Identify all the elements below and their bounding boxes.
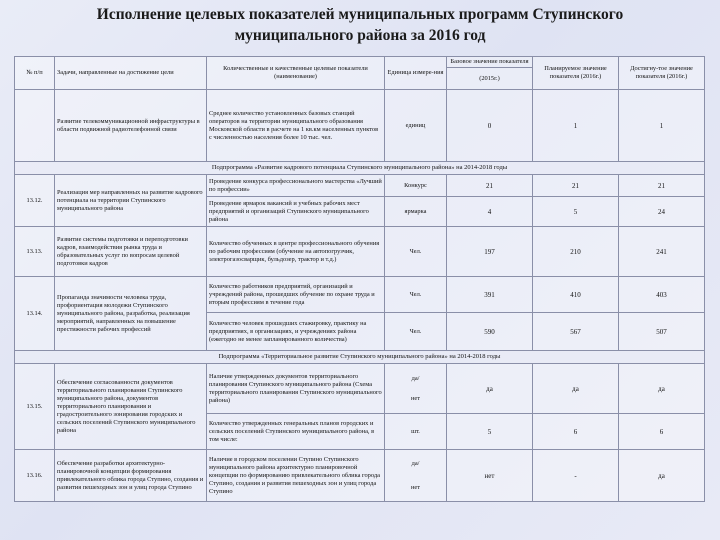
unit-no: нет xyxy=(410,394,421,402)
row-plan: 21 xyxy=(533,175,619,197)
row-num: 13.12. xyxy=(15,175,55,227)
row-task: Реализация мер направленных на развитие кадрового потенциала на территории Ступинского муниципального района xyxy=(55,175,207,227)
title-line-2: муниципального района за 2016 год xyxy=(234,27,486,44)
row-unit xyxy=(385,450,447,502)
unit-yes: да/ xyxy=(411,374,420,382)
header-plan: Планируемое значение показателя (2016г.) xyxy=(533,57,619,90)
row-base: нет xyxy=(447,450,533,502)
subprogram-title: Подпрограмма «Территориальное развитие Ступинского муниципального района» на 2014-2018 годы xyxy=(15,351,705,364)
table-row xyxy=(15,450,705,502)
header-num: № п/п xyxy=(15,57,55,90)
header-indicator: Количественные и качественные целевые показатели (наименование) xyxy=(207,57,385,90)
row-base: 391 xyxy=(447,277,533,313)
row-plan: да xyxy=(533,364,619,414)
row-fact: 21 xyxy=(619,175,705,197)
row-plan: 5 xyxy=(533,197,619,227)
row-fact: 24 xyxy=(619,197,705,227)
table-row xyxy=(15,364,705,414)
row-task: Пропаганда значимости человека труда, профориентация молодежи Ступинского муниципального района, разработка, реализация мероприятий, направленных на повышение престижности рабочих профессий xyxy=(55,277,207,351)
row-unit: Чел. xyxy=(385,277,447,313)
row-indicator: Количество обученных в центре профессионального обучения по рабочим профессиям (обучение на автопогрузчик, электрогазосварщик, бульдозер, трактор и т.д.) xyxy=(207,227,385,277)
row-base: да xyxy=(447,364,533,414)
row-base: 4 xyxy=(447,197,533,227)
row-plan: 210 xyxy=(533,227,619,277)
subprogram-title: Подпрограмма «Развитие кадрового потенциала Ступинского муниципального района» на 2014-2018 годы xyxy=(15,162,705,175)
unit-yes: да/ xyxy=(411,459,420,467)
row-base: 0 xyxy=(447,90,533,162)
row-indicator: Количество работников предприятий, организаций и учреждений района, прошедших обучение по охране труда и вторым профессиям в течение года xyxy=(207,277,385,313)
table-row xyxy=(15,277,705,313)
row-num: 13.13. xyxy=(15,227,55,277)
table-row xyxy=(15,175,705,197)
table-row xyxy=(15,90,705,162)
row-plan: - xyxy=(533,450,619,502)
row-base: 5 xyxy=(447,414,533,450)
row-base: 197 xyxy=(447,227,533,277)
title-line-1: Исполнение целевых показателей муниципальных программ Ступинского xyxy=(96,6,624,23)
row-fact: да xyxy=(619,364,705,414)
row-indicator: Наличие в городском поселении Ступино Ступинского муниципального района архитектурно планировочной концепции по формированию привлекательного облика города Ступино, создания и развития пешеходных зон и улиц города Ступино xyxy=(207,450,385,502)
header-base-year: (2015г.) xyxy=(447,68,533,90)
row-plan: 410 xyxy=(533,277,619,313)
row-task: Обеспечение разработки архитектурно-планировочной концепции формирования привлекательного облика города Ступино, создания и развития пешеходных зон и улиц города Ступино xyxy=(55,450,207,502)
row-task: Развитие системы подготовки и переподготовки кадров, взаимодействия рынка труда и образовательных услуг по вопросам целевой подготовки кадров xyxy=(55,227,207,277)
row-unit: Чел. xyxy=(385,227,447,277)
unit-no: нет xyxy=(410,483,421,491)
row-fact: 403 xyxy=(619,277,705,313)
row-plan: 567 xyxy=(533,313,619,351)
row-indicator: Проведение конкурса профессионального мастерства «Лучший по профессии» xyxy=(207,175,385,197)
indicators-table xyxy=(14,56,705,502)
row-fact: 507 xyxy=(619,313,705,351)
header-unit: Единица измере-ния xyxy=(385,57,447,90)
header-task: Задачи, направленные на достижение цели xyxy=(55,57,207,90)
row-fact: 6 xyxy=(619,414,705,450)
row-indicator: Среднее количество установленных базовых станций операторов на территории муниципального образования Московской области в расчете на 1 кв.км населенных пунктов с численностью населения более 10 тыс. чел. xyxy=(207,90,385,162)
row-unit: ярмарка xyxy=(385,197,447,227)
row-plan: 1 xyxy=(533,90,619,162)
row-task: Обеспечение согласованности документов территориального планирования Ступинского муниципального района, документов территориального планирования и градостроительного зонирования городских и сельских поселений Ступинского муниципального района xyxy=(55,364,207,450)
row-num xyxy=(15,90,55,162)
subprogram-row xyxy=(15,162,705,175)
header-base: Базовое значение показателя xyxy=(447,57,533,68)
table-row xyxy=(15,227,705,277)
row-unit: единиц xyxy=(385,90,447,162)
row-num: 13.14. xyxy=(15,277,55,351)
row-indicator: Количество утвержденных генеральных планов городских и сельских поселений Ступинского муниципального района, в том числе: xyxy=(207,414,385,450)
row-indicator: Проведение ярмарок вакансий и учебных рабочих мест предприятий и организаций Ступинского муниципального района xyxy=(207,197,385,227)
row-base: 590 xyxy=(447,313,533,351)
indicators-table-container xyxy=(14,56,704,502)
row-unit: Конкурс xyxy=(385,175,447,197)
row-plan: 6 xyxy=(533,414,619,450)
row-fact: да xyxy=(619,450,705,502)
row-num: 13.16. xyxy=(15,450,55,502)
row-fact: 241 xyxy=(619,227,705,277)
row-num: 13.15. xyxy=(15,364,55,450)
header-fact: Достигну-тое значение показателя (2016г.) xyxy=(619,57,705,90)
subprogram-row xyxy=(15,351,705,364)
row-unit xyxy=(385,364,447,414)
row-indicator: Наличие утвержденных документов территориального планирования Ступинского муниципального района (Схема территориального планирования Ступинского муниципального района) xyxy=(207,364,385,414)
row-base: 21 xyxy=(447,175,533,197)
page-title xyxy=(0,4,720,46)
row-fact: 1 xyxy=(619,90,705,162)
row-unit: шт. xyxy=(385,414,447,450)
row-task: Развитие телекоммуникационной инфраструктуры в области подвижной радиотелефонной связи xyxy=(55,90,207,162)
row-indicator: Количество человек прошедших стажировку, практику на предприятиях, в организациях, и учреждениях района (ежегодно не менее запланированного количества) xyxy=(207,313,385,351)
row-unit: Чел. xyxy=(385,313,447,351)
